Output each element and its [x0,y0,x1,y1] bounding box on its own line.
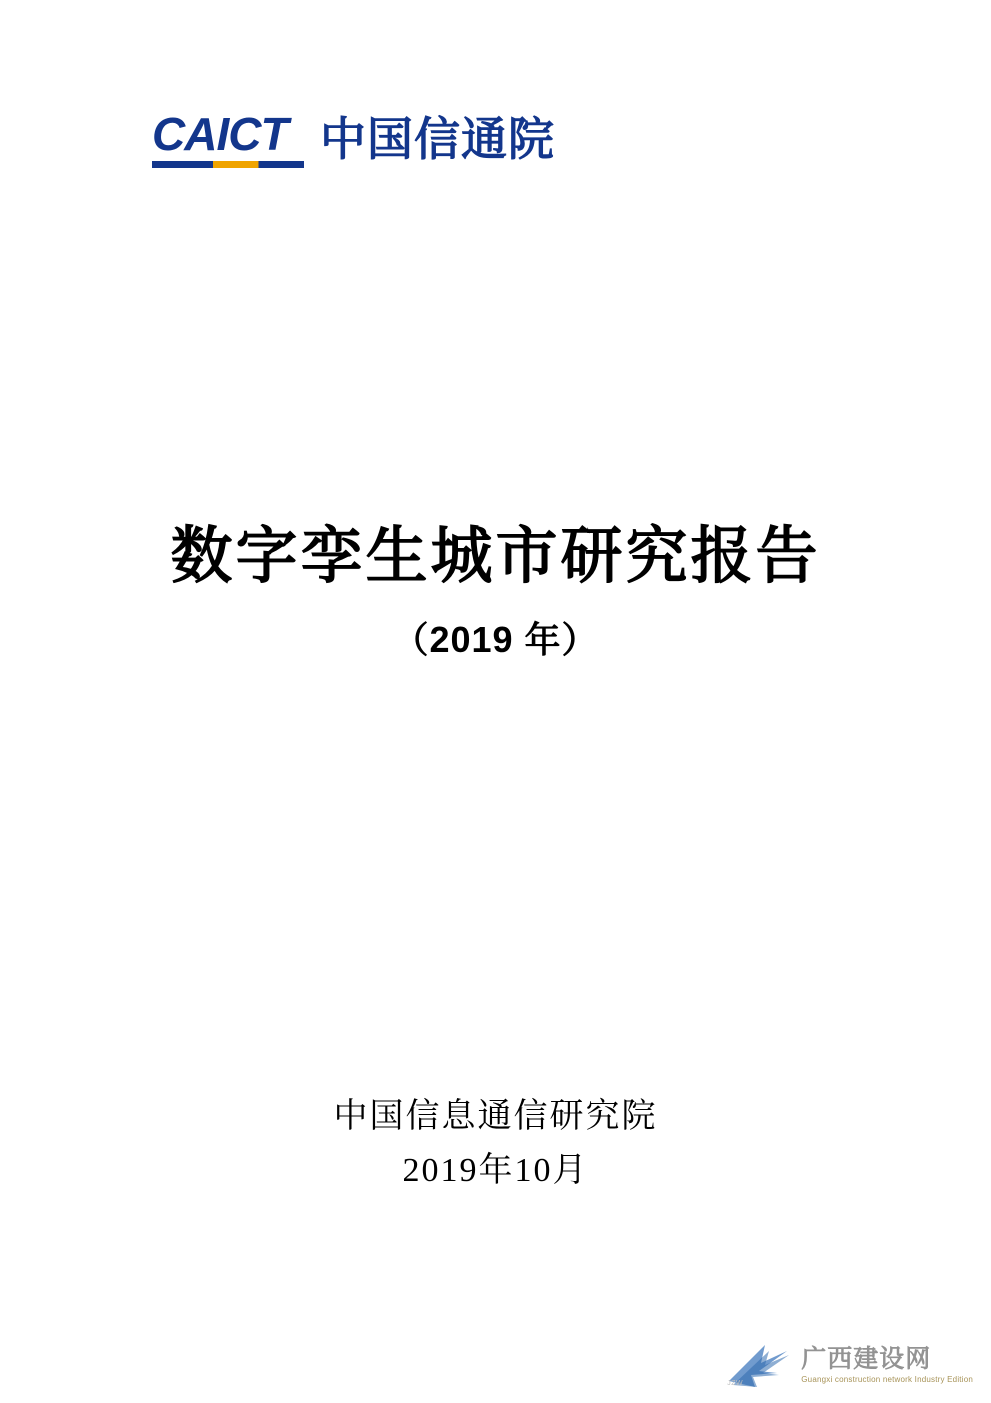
watermark-text [801,1344,973,1384]
star-icon [725,1341,795,1389]
logo-underline-bar [152,161,304,168]
watermark [725,1341,973,1389]
publisher-name: 中国信息通信研究院 [333,1098,658,1135]
page-subtitle: （2019 年） [392,619,599,661]
logo-mark [152,110,304,168]
caict-logo [152,110,555,168]
publication-date: 2019年10月 [402,1152,589,1190]
page-title: 数字孪生城市研究报告 [170,522,821,591]
watermark-code: JZW [727,1380,744,1387]
title-block [0,520,991,663]
logo-chinese-name: 中国信通院 [320,113,555,166]
watermark-title: 广西建设网 [801,1344,932,1373]
watermark-subtitle: Guangxi construction network Industry Edition [801,1374,973,1384]
logo-acronym: CAICT [152,108,288,160]
publisher-block [0,1090,991,1199]
